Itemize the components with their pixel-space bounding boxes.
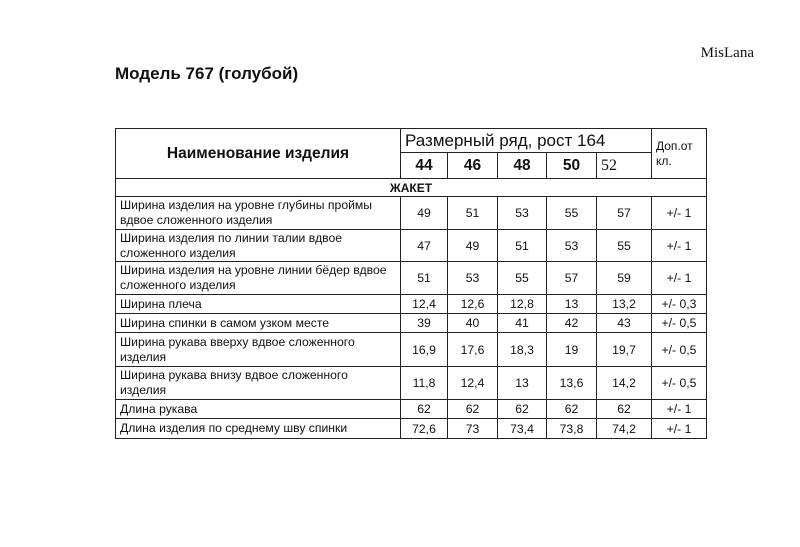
- measurement-value: 51: [448, 197, 498, 230]
- measurement-value: 73,4: [498, 419, 547, 439]
- measurement-name: Ширина изделия на уровне глубины проймы вдвое сложенного изделия: [116, 197, 401, 230]
- section-row: [116, 179, 707, 197]
- measurement-name: Длина рукава: [116, 400, 401, 419]
- measurement-value: 53: [547, 230, 597, 262]
- measurement-value: 12,8: [498, 295, 547, 314]
- measurement-value: 39: [401, 314, 448, 333]
- measurement-name: Длина изделия по среднему шву спинки: [116, 419, 401, 439]
- size-header: 48: [498, 153, 547, 179]
- table-row: [116, 419, 707, 439]
- tolerance-value: +/- 0,5: [652, 314, 707, 333]
- measurement-value: 55: [597, 230, 652, 262]
- tolerance-value: +/- 0,5: [652, 333, 707, 367]
- measurement-value: 53: [448, 262, 498, 295]
- measurement-name: Ширина изделия по линии талии вдвое сложенного изделия: [116, 230, 401, 262]
- measurement-value: 62: [597, 400, 652, 419]
- section-label: ЖАКЕТ: [116, 179, 707, 197]
- size-header: 46: [448, 153, 498, 179]
- measurement-name: Ширина рукава вверху вдвое сложенного изделия: [116, 333, 401, 367]
- measurement-value: 74,2: [597, 419, 652, 439]
- tolerance-value: +/- 1: [652, 197, 707, 230]
- tolerance-value: +/- 1: [652, 419, 707, 439]
- measurement-value: 41: [498, 314, 547, 333]
- measurement-value: 72,6: [401, 419, 448, 439]
- tolerance-value: +/- 1: [652, 262, 707, 295]
- measurement-value: 47: [401, 230, 448, 262]
- measurement-value: 12,6: [448, 295, 498, 314]
- measurement-value: 12,4: [401, 295, 448, 314]
- measurement-value: 17,6: [448, 333, 498, 367]
- measurement-value: 73: [448, 419, 498, 439]
- measurement-name: Ширина рукава внизу вдвое сложенного изделия: [116, 367, 401, 400]
- measurement-value: 55: [498, 262, 547, 295]
- size-range-header: Размерный ряд, рост 164: [401, 129, 652, 153]
- measurement-value: 43: [597, 314, 652, 333]
- measurement-value: 73,8: [547, 419, 597, 439]
- measurement-value: 13: [547, 295, 597, 314]
- measurement-value: 49: [448, 230, 498, 262]
- table-row: [116, 197, 707, 230]
- tolerance-value: +/- 1: [652, 400, 707, 419]
- measurement-value: 19,7: [597, 333, 652, 367]
- table-row: [116, 314, 707, 333]
- measurement-value: 40: [448, 314, 498, 333]
- model-title: Модель 767 (голубой): [115, 64, 299, 83]
- measurement-value: 55: [547, 197, 597, 230]
- measurement-value: 49: [401, 197, 448, 230]
- measurement-value: 62: [401, 400, 448, 419]
- measurement-value: 13: [498, 367, 547, 400]
- column-header-name: Наименование изделия: [116, 129, 401, 179]
- measurement-value: 16,9: [401, 333, 448, 367]
- tolerance-value: +/- 0,5: [652, 367, 707, 400]
- table-row: [116, 367, 707, 400]
- size-header: 44: [401, 153, 448, 179]
- measurement-value: 13,2: [597, 295, 652, 314]
- measurement-value: 14,2: [597, 367, 652, 400]
- measurement-value: 62: [448, 400, 498, 419]
- brand-name: MisLana: [700, 45, 754, 61]
- table-header-row: [116, 129, 707, 153]
- measurement-name: Ширина спинки в самом узком месте: [116, 314, 401, 333]
- table-row: [116, 230, 707, 262]
- measurement-value: 19: [547, 333, 597, 367]
- tolerance-header: Доп.от кл.: [652, 129, 707, 179]
- measurement-value: 53: [498, 197, 547, 230]
- measurement-value: 57: [597, 197, 652, 230]
- table-row: [116, 295, 707, 314]
- table-row: [116, 262, 707, 295]
- table-row: [116, 400, 707, 419]
- measurement-name: Ширина плеча: [116, 295, 401, 314]
- table-row: [116, 333, 707, 367]
- size-header: 52: [597, 153, 652, 179]
- measurement-value: 59: [597, 262, 652, 295]
- measurement-value: 18,3: [498, 333, 547, 367]
- measurement-value: 42: [547, 314, 597, 333]
- measurement-value: 62: [498, 400, 547, 419]
- measurement-value: 51: [401, 262, 448, 295]
- size-header: 50: [547, 153, 597, 179]
- measurement-name: Ширина изделия на уровне линии бёдер вдвое сложенного изделия: [116, 262, 401, 295]
- measurement-value: 12,4: [448, 367, 498, 400]
- measurement-value: 11,8: [401, 367, 448, 400]
- measurement-value: 62: [547, 400, 597, 419]
- measurement-value: 13,6: [547, 367, 597, 400]
- tolerance-value: +/- 1: [652, 230, 707, 262]
- measurement-value: 57: [547, 262, 597, 295]
- tolerance-value: +/- 0,3: [652, 295, 707, 314]
- size-spec-table: [115, 128, 707, 439]
- measurement-value: 51: [498, 230, 547, 262]
